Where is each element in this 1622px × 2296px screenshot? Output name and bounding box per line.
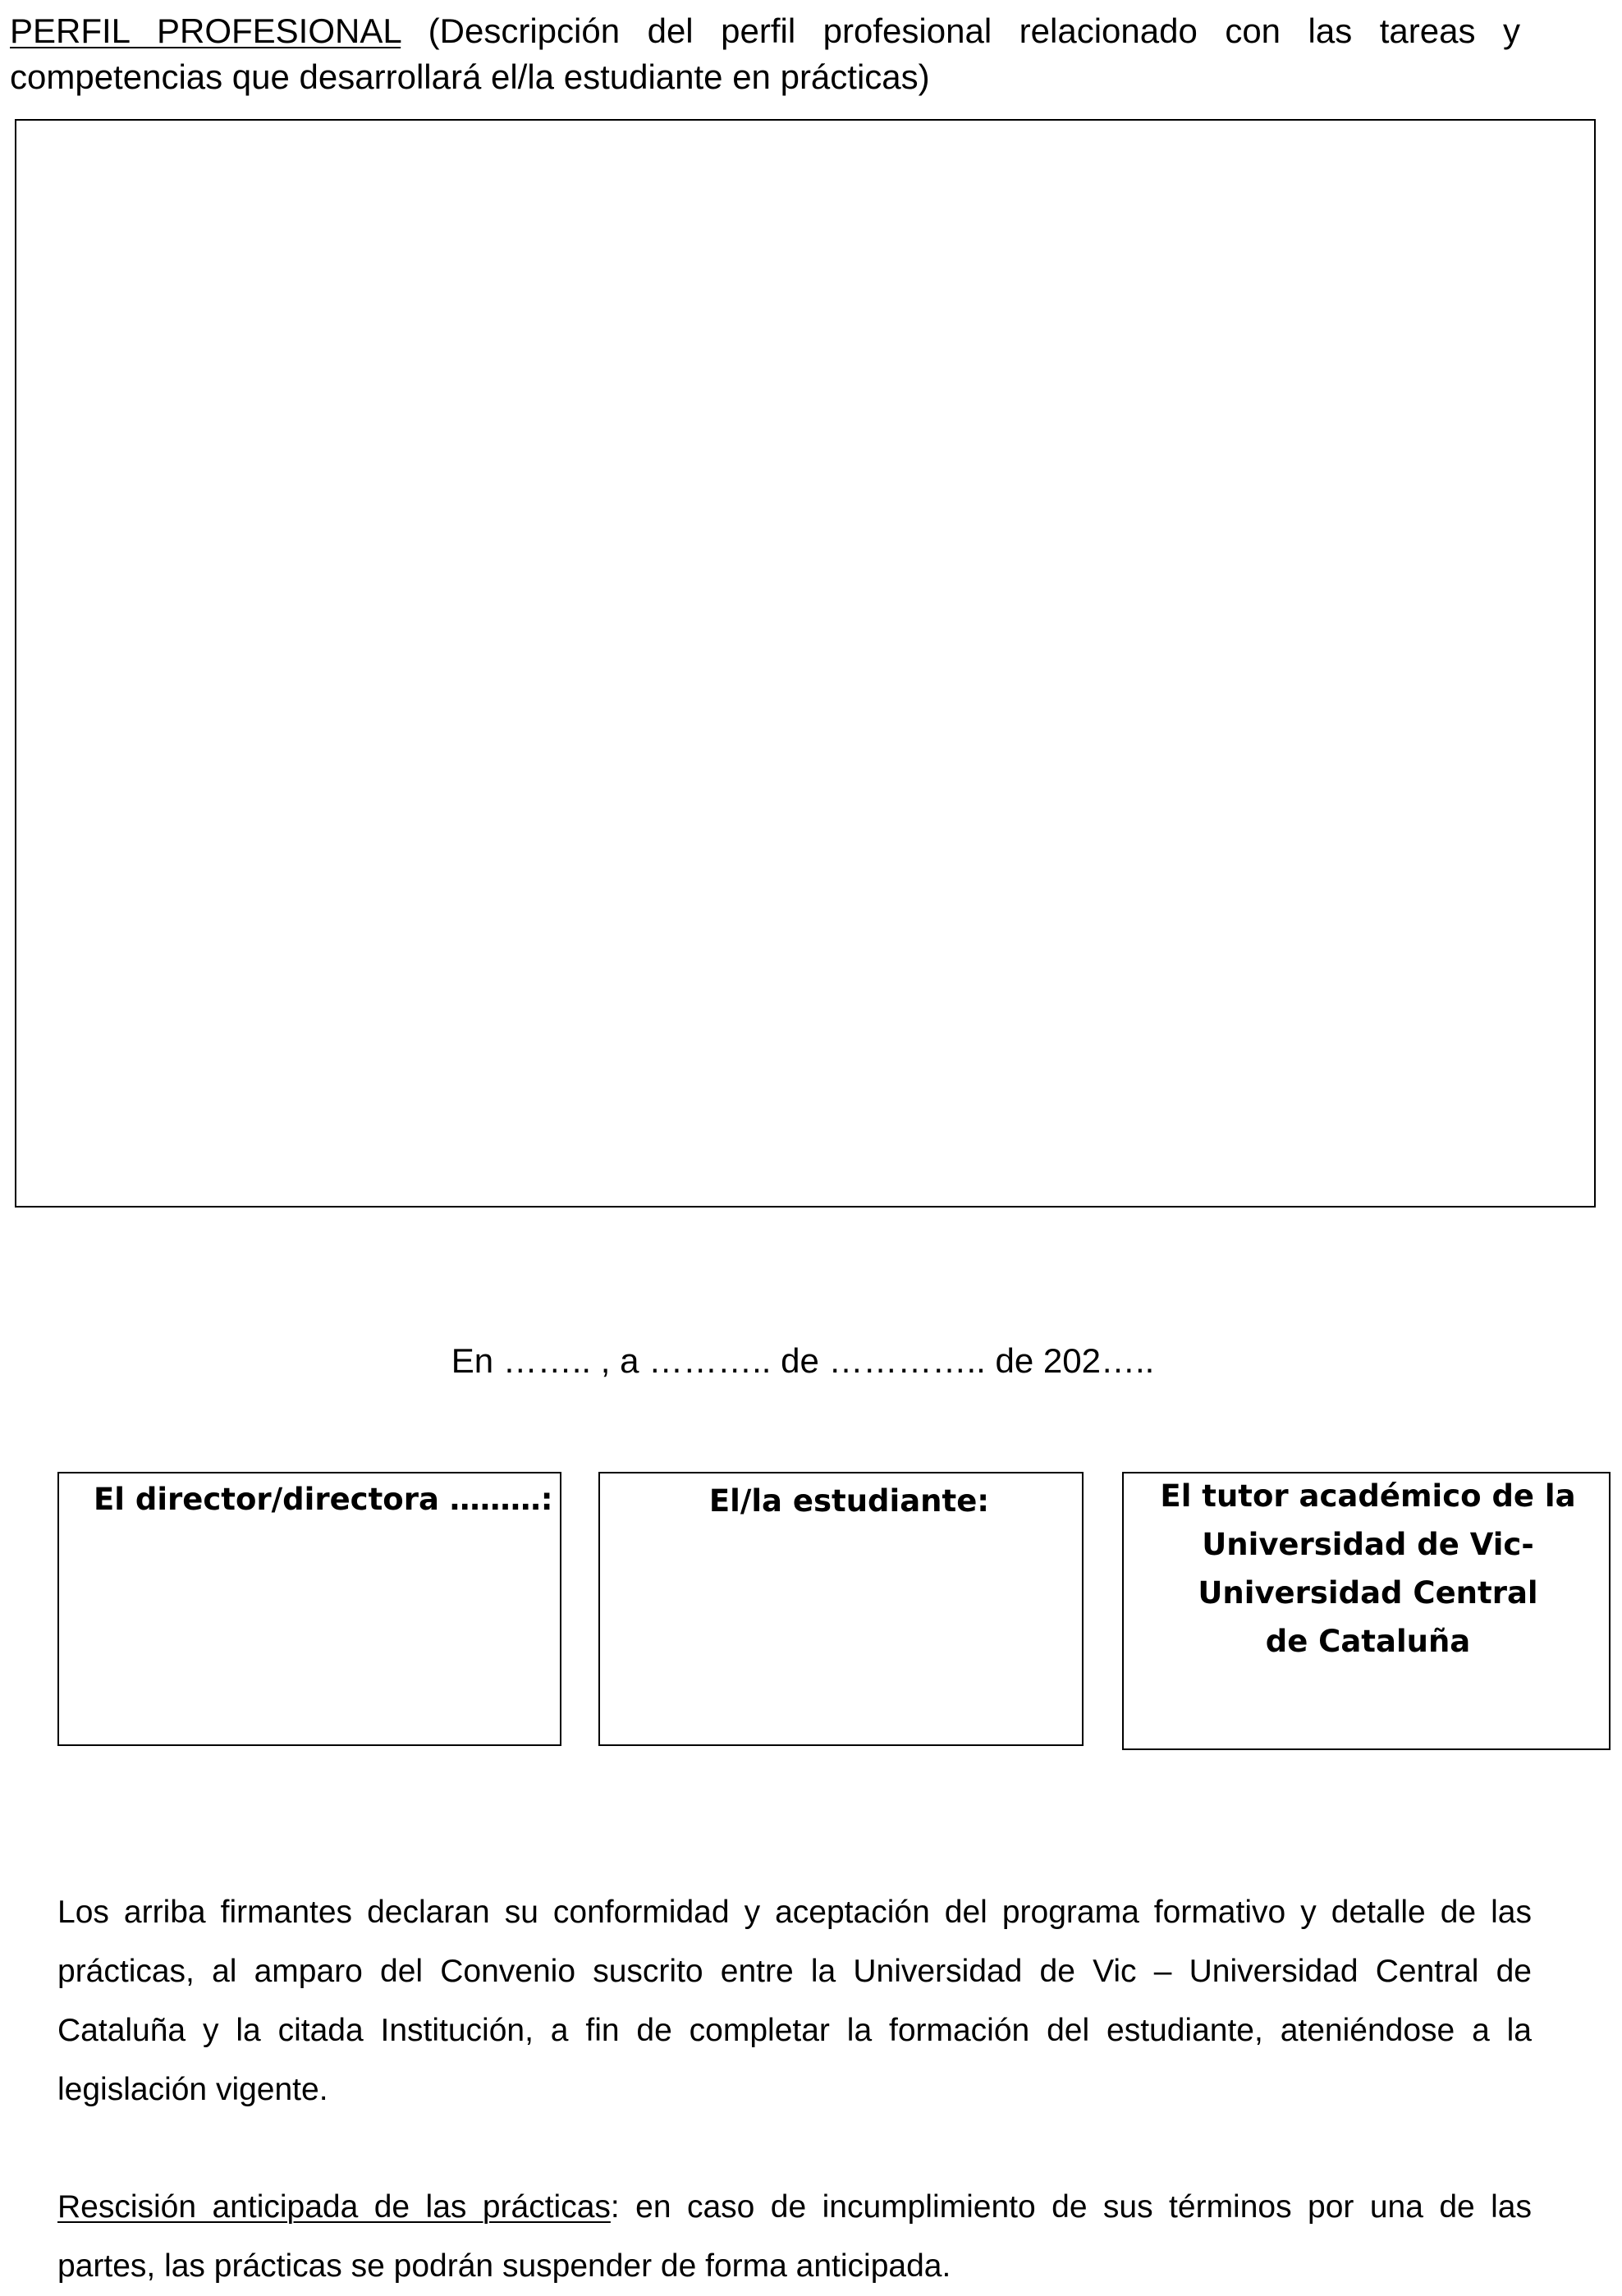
rescision-heading: Rescisión anticipada de las prácticas: [57, 2189, 611, 2225]
perfil-profesional-field[interactable]: [15, 119, 1596, 1208]
declaration-paragraph: Los arriba firmantes declaran su conformidad y aceptación del programa formativo y detalle de las prácticas, al amparo del Convenio suscrito entre la Universidad de Vic – Universidad Central de Cataluña y la citada Institución, a fin de completar la formación del estudiante, ateniéndose a la legislación vigente.: [57, 1895, 1532, 2107]
tutor-signature-label: El tutor académico de la Universidad de Vic- Universidad Central de Cataluña: [1160, 1478, 1576, 1659]
date-place-line: En …….. , a ……….. de ………….. de 202…..: [451, 1341, 1155, 1380]
student-signature-label: El/la estudiante:: [708, 1483, 990, 1519]
rescision-text: : en caso de incumplimiento de sus términos por una de las partes, las prácticas se podrán suspender de forma anticipada.: [57, 2189, 1532, 2284]
tutor-signature-box[interactable]: [1122, 1472, 1611, 1750]
perfil-profesional-description: (Descripción del perfil profesional relacionado con las tareas y competencias que desarrollará el/la estudiante en prácticas): [10, 11, 1520, 96]
director-signature-label: El director/directora ………:: [94, 1482, 553, 1517]
student-signature-box[interactable]: [598, 1472, 1084, 1746]
perfil-profesional-heading: PERFIL PROFESIONAL: [10, 11, 401, 50]
perfil-profesional-header: [10, 8, 1520, 100]
director-signature-box[interactable]: [57, 1472, 561, 1746]
rescision-paragraph: [57, 2178, 1532, 2296]
